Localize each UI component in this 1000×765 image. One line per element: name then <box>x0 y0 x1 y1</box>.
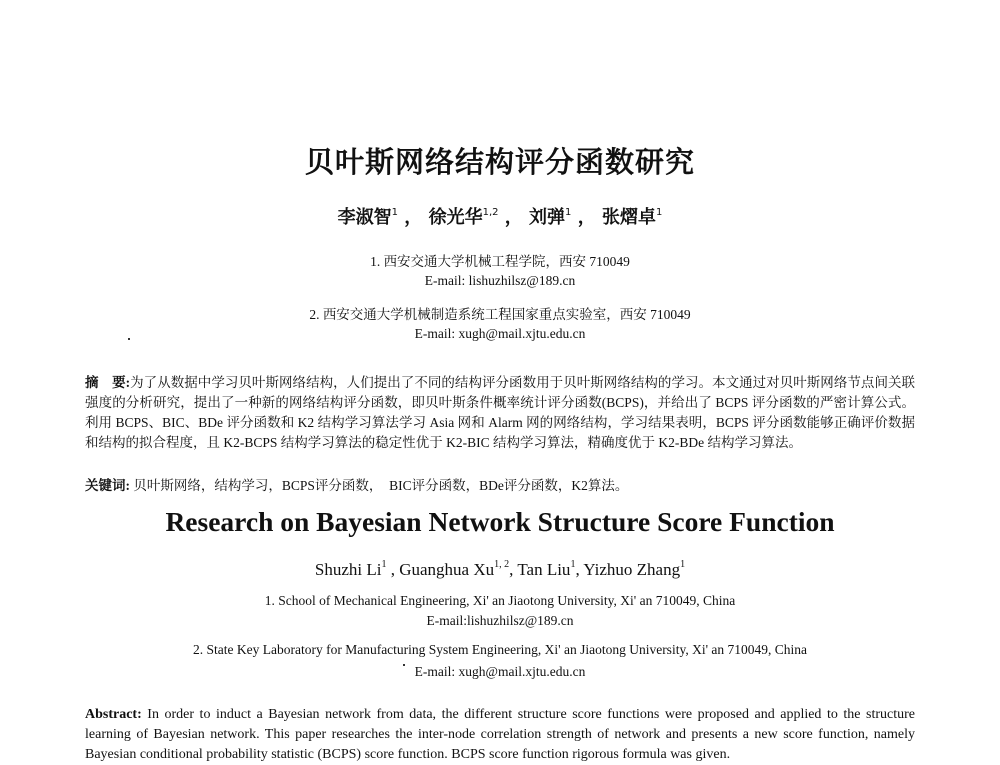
abstract-zh-label: 摘 要: <box>85 375 131 390</box>
keywords-zh-label: 关键词: <box>85 478 130 493</box>
email-zh-2: E-mail: xugh@mail.xjtu.edu.cn <box>414 326 586 341</box>
author-name: 徐光华 <box>428 207 483 228</box>
stray-dot <box>403 664 405 666</box>
author-name: Shuzhi Li <box>314 560 382 579</box>
stray-dot <box>128 338 130 340</box>
affiliation-en-2: 2. State Key Laboratory for Manufacturing System Engineering, Xi' an Jiaotong University, Xi' an 710049, China <box>193 642 807 657</box>
abstract-en-label: Abstract: <box>85 707 142 722</box>
affiliation-zh-1: 1. 西安交通大学机械工程学院，西安 710049 <box>370 254 630 269</box>
author-affiliation-mark: 1 <box>570 559 576 570</box>
keywords-zh <box>85 476 915 496</box>
email-en-1: E-mail:lishuzhilsz@189.cn <box>426 613 574 628</box>
author-name: 刘弹 <box>529 207 566 228</box>
email-en-2: E-mail: xugh@mail.xjtu.edu.cn <box>414 664 586 679</box>
author-list-en: Shuzhi Li$^1$ , Guanghua Xu$^{1, 2}$, Tan Liu$^1$, Yizhuo Zhang$^1$ <box>314 559 686 579</box>
author-name: Tan Liu <box>517 560 571 579</box>
author-affiliation-mark: 1, 2 <box>494 559 510 570</box>
paper-title-en: Research on Bayesian Network Structure Score Function <box>165 506 835 537</box>
author-affiliation-mark: 1 <box>381 559 387 570</box>
abstract-zh <box>85 373 915 453</box>
author-name: Guanghua Xu <box>399 560 495 579</box>
author-name: 李淑智 <box>337 207 392 228</box>
author-list-zh: 李淑智$^1$ ， 徐光华$^{1,2}$ ， 刘弹$^1$ ， 张熠卓$^1$ <box>337 207 663 228</box>
author-affiliation-mark: 1 <box>565 207 572 218</box>
author-affiliation-mark: 1 <box>655 207 663 218</box>
author-affiliation-mark: 1 <box>391 207 399 218</box>
paper-title-zh: 贝叶斯网络结构评分函数研究 <box>304 147 695 179</box>
abstract-zh-text: 为了从数据中学习贝叶斯网络结构，人们提出了不同的结构评分函数用于贝叶斯网络结构的学习。本文通过对贝叶斯网络节点间关联强度的分析研究，提出了一种新的网络结构评分函数，即贝叶斯条件概率统计评分函数(BCPS)，并给出了 BCPS 评分函数的严密计算公式。利用 BCPS、BIC、BDe 评分函数和 K2 结构学习算法学习 Asia 网和 Alarm 网的网络结构，学习结果表明，BCPS 评分函数能够正确评价数据和结构的拟合程度，且 K2-BCPS 结构学习算法的稳定性优于 K2-BIC 结构学习算法，精确度优于 K2-BDe 结构学习算法。 <box>85 375 916 450</box>
abstract-en-text: In order to induct a Bayesian network from data, the different structure score functions were proposed and applied to the structure learning of Bayesian network. This paper researches the inter-node correlation strength of network and presents a new score function, namely Bayesian conditional probability statistic (BCPS) score function. BCPS score function rigorous formula was given. <box>85 707 915 762</box>
email-zh-1: E-mail: lishuzhilsz@189.cn <box>424 273 576 288</box>
affiliation-zh-2: 2. 西安交通大学机械制造系统工程国家重点实验室，西安 710049 <box>309 307 691 322</box>
author-name: 张熠卓 <box>601 207 656 228</box>
author-affiliation-mark: 1,2 <box>482 207 499 218</box>
abstract-en <box>85 705 915 765</box>
keywords-zh-text: 贝叶斯网络，结构学习，BCPS评分函数， BIC评分函数，BDe评分函数，K2算法。 <box>133 478 629 493</box>
affiliation-en-1: 1. School of Mechanical Engineering, Xi' an Jiaotong University, Xi' an 710049, China <box>264 593 736 608</box>
author-affiliation-mark: 1 <box>680 559 686 570</box>
author-name: Yizhuo Zhang <box>583 560 681 579</box>
